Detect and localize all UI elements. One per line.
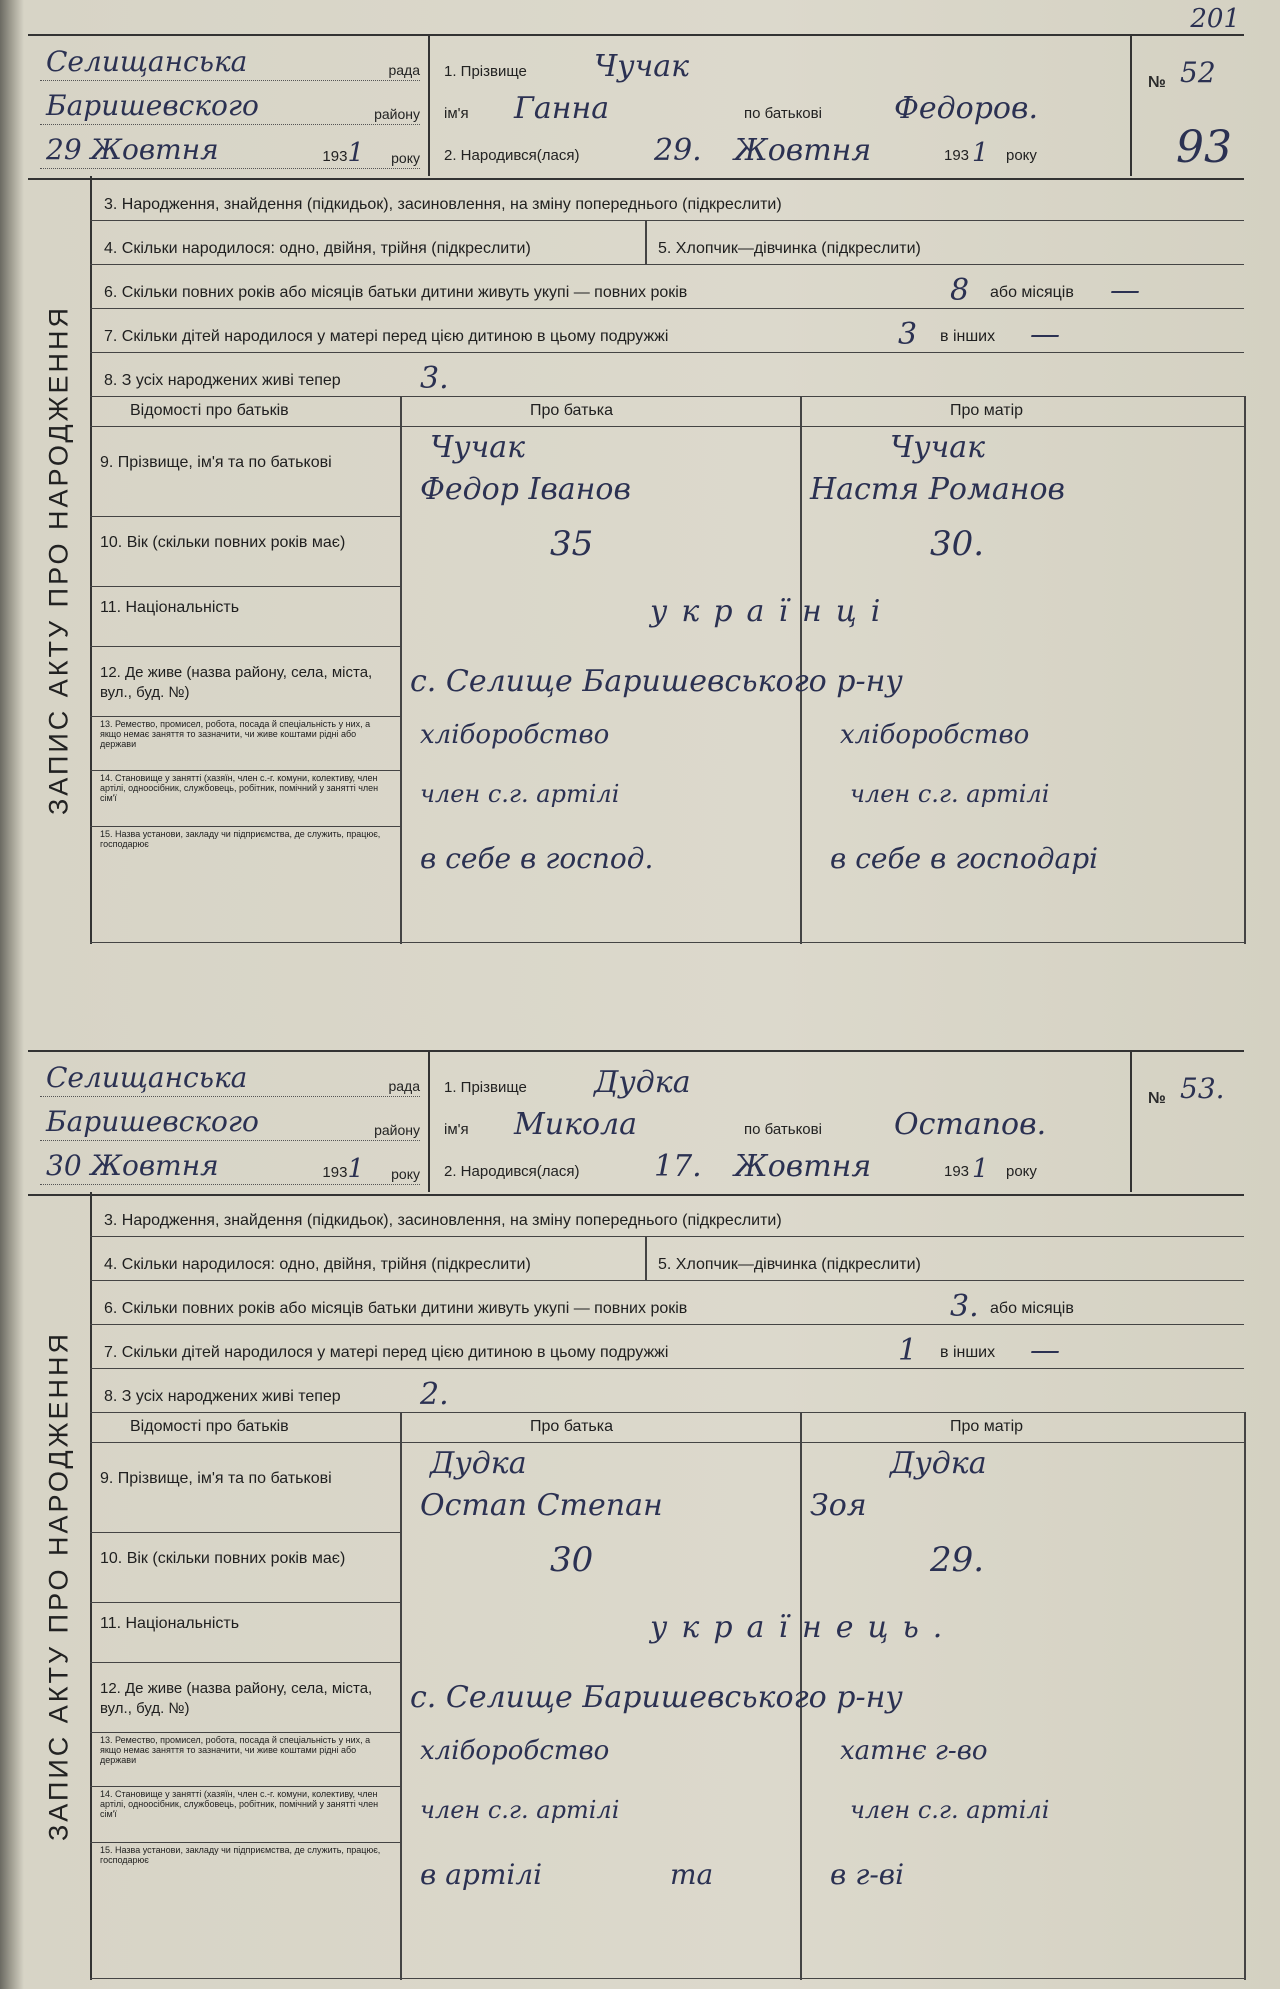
name-row [444, 1102, 1120, 1142]
address: с. Селище Баришевського р-ну [410, 664, 903, 699]
q6b-text: або місяців [990, 284, 1074, 301]
mother-status: член с.г. артілі [850, 780, 1050, 808]
name-value: Микола [514, 1107, 638, 1142]
row-label-r12: 12. Де живе (назва району, села, міста, вул., буд. №) [100, 664, 373, 701]
father-occupation: хліборобство [420, 720, 610, 750]
table-right-border [1244, 396, 1246, 944]
born-label: 2. Народився(лася) [444, 1163, 580, 1180]
child-name-block [430, 1052, 1132, 1192]
q6-years: 8 [950, 273, 970, 308]
q5-text: 5. Хлопчик—дівчинка (підкреслити) [658, 1256, 921, 1273]
number-label: № [1148, 74, 1166, 91]
row-label-r15: 15. Назва установи, закладу чи підприємства, де служить, працює, господарює [100, 829, 381, 849]
row-line [90, 1732, 400, 1733]
q5-text: 5. Хлопчик—дівчинка (підкреслити) [658, 240, 921, 257]
mother-name: Зоя [810, 1488, 867, 1523]
born-day: 17. [654, 1149, 702, 1184]
handwritten-date: 30 Жовтня [46, 1149, 219, 1182]
row-label-r13: 13. Ремество, промисел, робота, посада й спеціальність у них, а якщо немає заняття то зазначити, чи живе коштами рідні або держави [100, 1735, 371, 1765]
side-title-text: ЗАПИС АКТУ ПРО НАРОДЖЕННЯ [43, 1330, 74, 1842]
row-label-r9: 9. Прізвище, ім'я та по батькові [100, 1470, 332, 1487]
header-line [90, 426, 1244, 427]
nationality: українці [650, 594, 895, 629]
printed-label: року [391, 150, 420, 166]
handwritten-date: 29 Жовтня [46, 133, 219, 166]
table-bottom [90, 1978, 1244, 1979]
birth-record [28, 34, 1244, 944]
printed-label: рада [388, 1078, 420, 1094]
born-year-prefix: 193 [944, 1163, 970, 1180]
father-status: член с.г. артілі [420, 780, 620, 808]
born-year-prefix: 193 [944, 147, 970, 164]
record-number-block [1132, 1052, 1242, 1192]
table-bottom [90, 942, 1244, 943]
year-digit: 1 [347, 1154, 364, 1184]
council-line [40, 132, 420, 169]
row-line [90, 516, 400, 517]
nationality: українець. [650, 1610, 957, 1645]
mother-surname: Дудка [890, 1446, 987, 1481]
father-age: 30 [550, 1540, 594, 1580]
q6b-text: або місяців [990, 1300, 1074, 1317]
patronymic-label: по батькові [744, 105, 822, 122]
child-name-block [430, 36, 1132, 176]
q7-before: 3 [898, 317, 918, 352]
father-name: Остап Степан [420, 1488, 663, 1523]
year-prefix: 193 [322, 148, 348, 165]
row-line [90, 646, 400, 647]
row-label-r10: 10. Вік (скільки повних років має) [100, 534, 346, 551]
question-6 [90, 264, 1244, 309]
born-row [444, 1144, 1120, 1184]
born-day: 29. [654, 133, 702, 168]
mother-occupation: хатнє г-во [840, 1736, 988, 1766]
surname-label: 1. Прізвище [444, 1079, 527, 1096]
q7b-text: в інших [940, 1344, 996, 1361]
father-surname: Дудка [430, 1446, 527, 1481]
row-line [90, 1532, 400, 1533]
born-month: Жовтня [734, 1149, 872, 1184]
question-7 [90, 308, 1244, 353]
side-title [28, 1192, 92, 1980]
name-row [444, 86, 1120, 126]
q6-text: 6. Скільки повних років або місяців батьки дитини живуть укупі — повних років [104, 1300, 688, 1317]
parents-header: Відомості про батьків [130, 402, 289, 419]
question-3 [90, 1192, 1244, 1237]
question-4-5 [90, 1236, 1244, 1281]
q3-text: 3. Народження, знайдення (підкидьок), засиновлення, на зміну попереднього (підкреслити) [104, 1212, 782, 1229]
record-number: 52 [1180, 56, 1216, 89]
born-label: 2. Народився(лася) [444, 147, 580, 164]
q4-text: 4. Скільки народилося: одно, двійня, трійня (підкреслити) [104, 240, 531, 257]
name-value: Ганна [514, 91, 610, 126]
row-label-r11: 11. Національність [100, 599, 240, 616]
born-row [444, 128, 1120, 168]
mother-header: Про матір [950, 402, 1024, 419]
handwritten-council: Селищанська [46, 45, 248, 78]
q6-years: 3. [950, 1289, 979, 1324]
birth-record [28, 1050, 1244, 1980]
year-prefix: 193 [322, 1164, 348, 1181]
row-line [90, 1842, 400, 1843]
mother-surname: Чучак [890, 430, 986, 465]
father-status: член с.г. артілі [420, 1796, 620, 1824]
printed-label: району [374, 1122, 420, 1138]
roku-label: року [1006, 147, 1037, 164]
row-line [90, 1602, 400, 1603]
year-digit: 1 [347, 138, 364, 168]
father-header: Про батька [530, 1418, 613, 1435]
question-3 [90, 176, 1244, 221]
col-line-1 [400, 396, 402, 944]
number-label: № [1148, 1090, 1166, 1107]
mother-workplace: в себе в господарі [830, 842, 1099, 875]
workplace-note: та [670, 1858, 714, 1891]
row-label-r15: 15. Назва установи, закладу чи підприємства, де служить, працює, господарює [100, 1845, 381, 1865]
record-body [90, 1192, 1244, 1980]
born-month: Жовтня [734, 133, 872, 168]
record-body [90, 176, 1244, 944]
row-label-r9: 9. Прізвище, ім'я та по батькові [100, 454, 332, 471]
parents-header: Відомості про батьків [130, 1418, 289, 1435]
row-line [90, 1662, 400, 1663]
record-header [28, 1050, 1244, 1196]
name-label: ім'я [444, 105, 469, 122]
patronymic-label: по батькові [744, 1121, 822, 1138]
father-occupation: хліборобство [420, 1736, 610, 1766]
council-block [28, 1052, 430, 1192]
patronymic-value: Остапов. [894, 1107, 1047, 1142]
mother-age: 30. [930, 524, 985, 564]
parents-table [90, 1412, 1244, 1980]
father-header: Про батька [530, 402, 613, 419]
council-line [40, 1104, 420, 1141]
q7-before: 1 [898, 1333, 918, 1368]
col-line-1 [400, 1412, 402, 1980]
row-line [90, 1786, 400, 1787]
question-8 [90, 352, 1244, 397]
year-field [322, 1154, 364, 1184]
surname-value: Чучак [594, 49, 690, 84]
q7-other: — [1030, 1333, 1060, 1368]
surname-row [444, 1060, 1120, 1100]
parents-table [90, 396, 1244, 944]
address: с. Селище Баришевського р-ну [410, 1680, 903, 1715]
row-label-r10: 10. Вік (скільки повних років має) [100, 1550, 346, 1567]
row-line [90, 826, 400, 827]
council-line [40, 1060, 420, 1097]
father-surname: Чучак [430, 430, 526, 465]
council-line [40, 44, 420, 81]
q7-text: 7. Скільки дітей народилося у матері перед цією дитиною в цьому подружжі [104, 328, 669, 345]
record-number-block [1132, 36, 1242, 176]
mother-name: Настя Романов [810, 472, 1065, 507]
roku-label: року [1006, 1163, 1037, 1180]
surname-value: Дудка [594, 1065, 691, 1100]
page-number: 201 [1190, 4, 1240, 34]
handwritten-district: Баришевского [46, 89, 259, 122]
q8-alive: 3. [420, 361, 449, 396]
q6-text: 6. Скільки повних років або місяців батьки дитини живуть укупі — повних років [104, 284, 688, 301]
question-6 [90, 1280, 1244, 1325]
mother-header: Про матір [950, 1418, 1024, 1435]
row-label-r14: 14. Становище у занятті (хазяїн, член с.-г. комуни, колективу, член артілі, одноосібник, службовець, робітник, помічний у занятті член сім'ї [100, 773, 379, 803]
q6-months: — [1110, 273, 1140, 308]
side-title [28, 176, 92, 944]
q4-text: 4. Скільки народилося: одно, двійня, трійня (підкреслити) [104, 1256, 531, 1273]
row-line [90, 586, 400, 587]
father-workplace: в себе в господ. [420, 842, 654, 875]
q8-text: 8. З усіх народжених живі тепер [104, 372, 341, 389]
handwritten-council: Селищанська [46, 1061, 248, 1094]
table-right-border [1244, 1412, 1246, 1980]
side-title-text: ЗАПИС АКТУ ПРО НАРОДЖЕННЯ [43, 304, 74, 816]
question-8 [90, 1368, 1244, 1413]
printed-label: року [391, 1166, 420, 1182]
born-year-digit: 1 [972, 138, 989, 168]
father-age: 35 [550, 524, 594, 564]
q7-text: 7. Скільки дітей народилося у матері перед цією дитиною в цьому подружжі [104, 1344, 669, 1361]
surname-label: 1. Прізвище [444, 63, 527, 80]
council-line [40, 88, 420, 125]
margin-mark: 93 [1176, 122, 1232, 173]
record-header [28, 34, 1244, 180]
patronymic-value: Федоров. [894, 91, 1038, 126]
q3-text: 3. Народження, знайдення (підкидьок), засиновлення, на зміну попереднього (підкреслити) [104, 196, 782, 213]
q7-other: — [1030, 317, 1060, 352]
handwritten-district: Баришевского [46, 1105, 259, 1138]
q4-divider [645, 220, 647, 264]
q8-text: 8. З усіх народжених живі тепер [104, 1388, 341, 1405]
row-line [90, 770, 400, 771]
row-label-r11: 11. Національність [100, 1615, 240, 1632]
council-block [28, 36, 430, 176]
year-field [322, 138, 364, 168]
born-year-digit: 1 [972, 1154, 989, 1184]
question-4-5 [90, 220, 1244, 265]
q7b-text: в інших [940, 328, 996, 345]
mother-occupation: хліборобство [840, 720, 1030, 750]
surname-row [444, 44, 1120, 84]
q8-alive: 2. [420, 1377, 449, 1412]
printed-label: рада [388, 62, 420, 78]
row-label-r13: 13. Ремество, промисел, робота, посада й спеціальність у них, а якщо немає заняття то зазначити, чи живе коштами рідні або держави [100, 719, 371, 749]
mother-status: член с.г. артілі [850, 1796, 1050, 1824]
council-line [40, 1148, 420, 1185]
record-number: 53. [1180, 1072, 1225, 1105]
question-7 [90, 1324, 1244, 1369]
row-label-r12: 12. Де живе (назва району, села, міста, вул., буд. №) [100, 1680, 373, 1717]
name-label: ім'я [444, 1121, 469, 1138]
printed-label: району [374, 106, 420, 122]
father-name: Федор Іванов [420, 472, 631, 507]
father-workplace: в артілі [420, 1858, 543, 1891]
q4-divider [645, 1236, 647, 1280]
row-label-r14: 14. Становище у занятті (хазяїн, член с.-г. комуни, колективу, член артілі, одноосібник, службовець, робітник, помічний у занятті член сім'ї [100, 1789, 379, 1819]
header-line [90, 1442, 1244, 1443]
row-line [90, 716, 400, 717]
mother-age: 29. [930, 1540, 985, 1580]
mother-workplace: в г-ві [830, 1858, 905, 1891]
